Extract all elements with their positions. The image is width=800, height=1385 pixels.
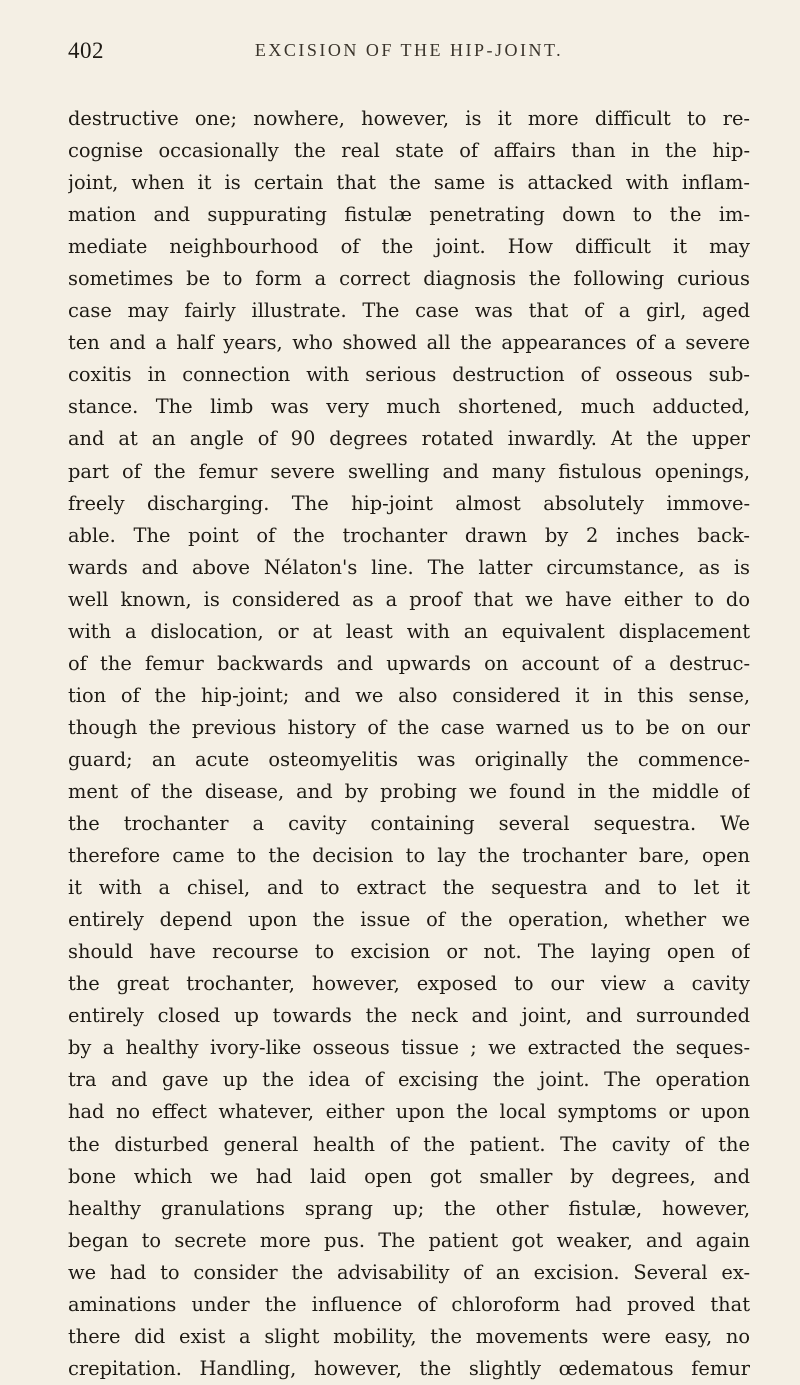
text-line: joint, when it is certain that the same is attacked with inflam- bbox=[68, 171, 750, 195]
text-line: tion of the hip-joint; and we also considered it in this sense, bbox=[68, 683, 750, 707]
text-line: well known, is considered as a proof that we have either to do bbox=[68, 587, 750, 611]
text-line: stance. The limb was very much shortened, much adducted, bbox=[68, 395, 750, 419]
text-line: case may fairly illustrate. The case was that of a girl, aged bbox=[68, 299, 750, 323]
text-line: and at an angle of 90 degrees rotated inwardly. At the upper bbox=[68, 427, 750, 451]
text-line: crepitation. Handling, however, the slightly œdematous femur bbox=[68, 1356, 750, 1380]
text-line: the great trochanter, however, exposed to our view a cavity bbox=[68, 972, 750, 996]
text-line: with a dislocation, or at least with an equivalent displacement bbox=[68, 619, 750, 643]
text-line: wards and above Nélaton's line. The latter circumstance, as is bbox=[68, 555, 750, 579]
text-line: healthy granulations sprang up; the other fistulæ, however, bbox=[68, 1196, 750, 1220]
running-title: EXCISION OF THE HIP-JOINT. bbox=[254, 40, 564, 60]
text-line: entirely closed up towards the neck and joint, and surrounded bbox=[68, 1004, 750, 1028]
text-line: though the previous history of the case warned us to be on our bbox=[68, 715, 750, 739]
text-line: ment of the disease, and by probing we found in the middle of bbox=[68, 779, 750, 803]
text-line: by a healthy ivory-like osseous tissue ; we extracted the seques- bbox=[68, 1036, 750, 1060]
text-line: of the femur backwards and upwards on account of a destruc- bbox=[68, 651, 750, 675]
text-line: had no effect whatever, either upon the local symptoms or upon bbox=[68, 1100, 750, 1124]
text-line: mediate neighbourhood of the joint. How difficult it may bbox=[68, 235, 750, 259]
text-line: coxitis in connection with serious destruction of osseous sub- bbox=[68, 363, 750, 387]
text-line: cognise occasionally the real state of affairs than in the hip- bbox=[68, 139, 750, 163]
text-line: we had to consider the advisability of an excision. Several ex- bbox=[68, 1260, 750, 1284]
text-line: began to secrete more pus. The patient got weaker, and again bbox=[68, 1228, 750, 1252]
text-line: therefore came to the decision to lay the trochanter bare, open bbox=[68, 844, 750, 868]
text-line: sometimes be to form a correct diagnosis the following curious bbox=[68, 267, 750, 291]
page-number: 402 bbox=[68, 38, 104, 63]
running-head bbox=[68, 38, 750, 68]
text-line: bone which we had laid open got smaller by degrees, and bbox=[68, 1164, 750, 1188]
text-line: entirely depend upon the issue of the operation, whether we bbox=[68, 908, 750, 932]
text-line: tra and gave up the idea of excising the joint. The operation bbox=[68, 1068, 750, 1092]
text-line: guard; an acute osteomyelitis was originally the commence- bbox=[68, 747, 750, 771]
text-line: should have recourse to excision or not. The laying open of bbox=[68, 940, 750, 964]
text-line: the trochanter a cavity containing several sequestra. We bbox=[68, 812, 750, 836]
text-line: there did exist a slight mobility, the movements were easy, no bbox=[68, 1324, 750, 1348]
text-line: mation and suppurating fistulæ penetrating down to the im- bbox=[68, 203, 750, 227]
text-line: part of the femur severe swelling and many fistulous openings, bbox=[68, 459, 750, 483]
text-line: aminations under the influence of chloroform had proved that bbox=[68, 1292, 750, 1316]
text-line: freely discharging. The hip-joint almost absolutely immove- bbox=[68, 491, 750, 515]
text-line: able. The point of the trochanter drawn by 2 inches back- bbox=[68, 523, 750, 547]
text-line: ten and a half years, who showed all the appearances of a severe bbox=[68, 331, 750, 355]
body-text bbox=[68, 103, 750, 1385]
text-line: the disturbed general health of the patient. The cavity of the bbox=[68, 1132, 750, 1156]
text-line: destructive one; nowhere, however, is it more difficult to re- bbox=[68, 107, 750, 130]
text-line: it with a chisel, and to extract the sequestra and to let it bbox=[68, 876, 750, 900]
